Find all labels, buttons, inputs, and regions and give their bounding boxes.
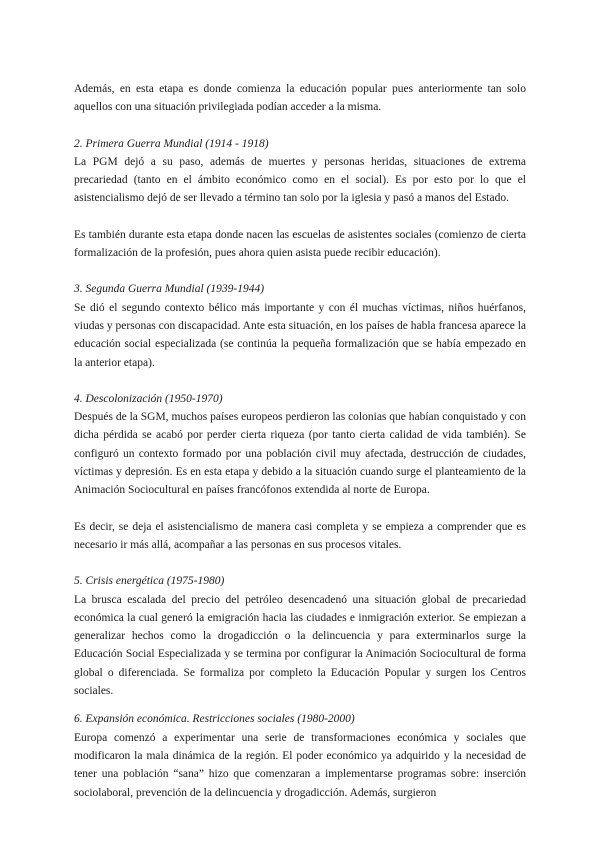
section-paragraph: La brusca escalada del precio del petróleo desencadenó una situación global de precariedad económica la cual generó la emigración hacia las ciudades e inmigración exterior. Se empiezan a generalizar hechos como la drogadicción o la delincuencia y para exterminarlos surge la Educación Social Especializada y se termina por configurar la Animación Sociocultural de forma global o diferenciada. Se formaliza por completo la Educación Popular y surgen los Centros sociales.	[74, 593, 526, 698]
section-paragraph: Es también durante esta etapa donde nacen las escuelas de asistentes sociales (comienzo de cierta formalización de la profesión, pues ahora quien asista puede recibir educación).	[74, 228, 526, 260]
section-paragraph: La PGM dejó a su paso, además de muertes y personas heridas, situaciones de extrema precariedad (tanto en el ámbito económico como en el social). Es por esto por lo que el asistencialismo dejó de ser llevado a término tan solo por la iglesia y pasó a manos del Estado.	[74, 155, 526, 205]
section-heading-crisis-energetica: 5. Crisis energética (1975-1980)	[74, 575, 225, 588]
intro-paragraph: Además, en esta etapa es donde comienza la educación popular pues anteriormente tan solo aquellos con una situación privilegiada podían acceder a la misma.	[74, 83, 526, 114]
section-heading-descolonizacion: 4. Descolonización (1950-1970)	[74, 392, 223, 405]
section-paragraph: Se dió el segundo contexto bélico más importante y con él muchas víctimas, niños huérfanos, viudas y personas con discapacidad. Ante esta situación, en los países de habla francesa aparece la educación social especializada (se continúa la pequeña formalización que se había empezado en la anterior etapa).	[74, 301, 526, 369]
section-heading-primera-guerra: 2. Primera Guerra Mundial (1914 - 1918)	[74, 137, 269, 150]
section-paragraph: Después de la SGM, muchos países europeos perdieron las colonias que habían conquistado y con dicha pérdida se acabó por perder cierta riqueza (por tanto cierta calidad de vida también). Se configuró un contexto formado por una población civil muy afectada, destrucción de ciudades, víctimas y depresión. Es en esta etapa y debido a la situación cuando surge el planteamiento de la Animación Sociocultural en países francófonos extendida al norte de Europa.	[74, 411, 526, 497]
section-heading-segunda-guerra: 3. Segunda Guerra Mundial (1939-1944)	[74, 283, 265, 296]
section-heading-expansion-economica: 6. Expansión económica. Restricciones sociales (1980-2000)	[74, 713, 355, 726]
document-page	[74, 80, 526, 802]
section-paragraph: Es decir, se deja el asistencialismo de manera casi completa y se empieza a comprender que es necesario ir más allá, acompañar a las personas en sus procesos vitales.	[74, 520, 526, 551]
section-paragraph: Europa comenzó a experimentar una serie de transformaciones económica y sociales que modificaron la mala dinámica de la región. El poder económico ya adquirido y la necesidad de tener una población “sana” hizo que comenzaran a implementarse programas sobre: inserción sociolaboral, prevención de la delincuencia y drogadicción. Además, surgieron	[74, 731, 526, 799]
